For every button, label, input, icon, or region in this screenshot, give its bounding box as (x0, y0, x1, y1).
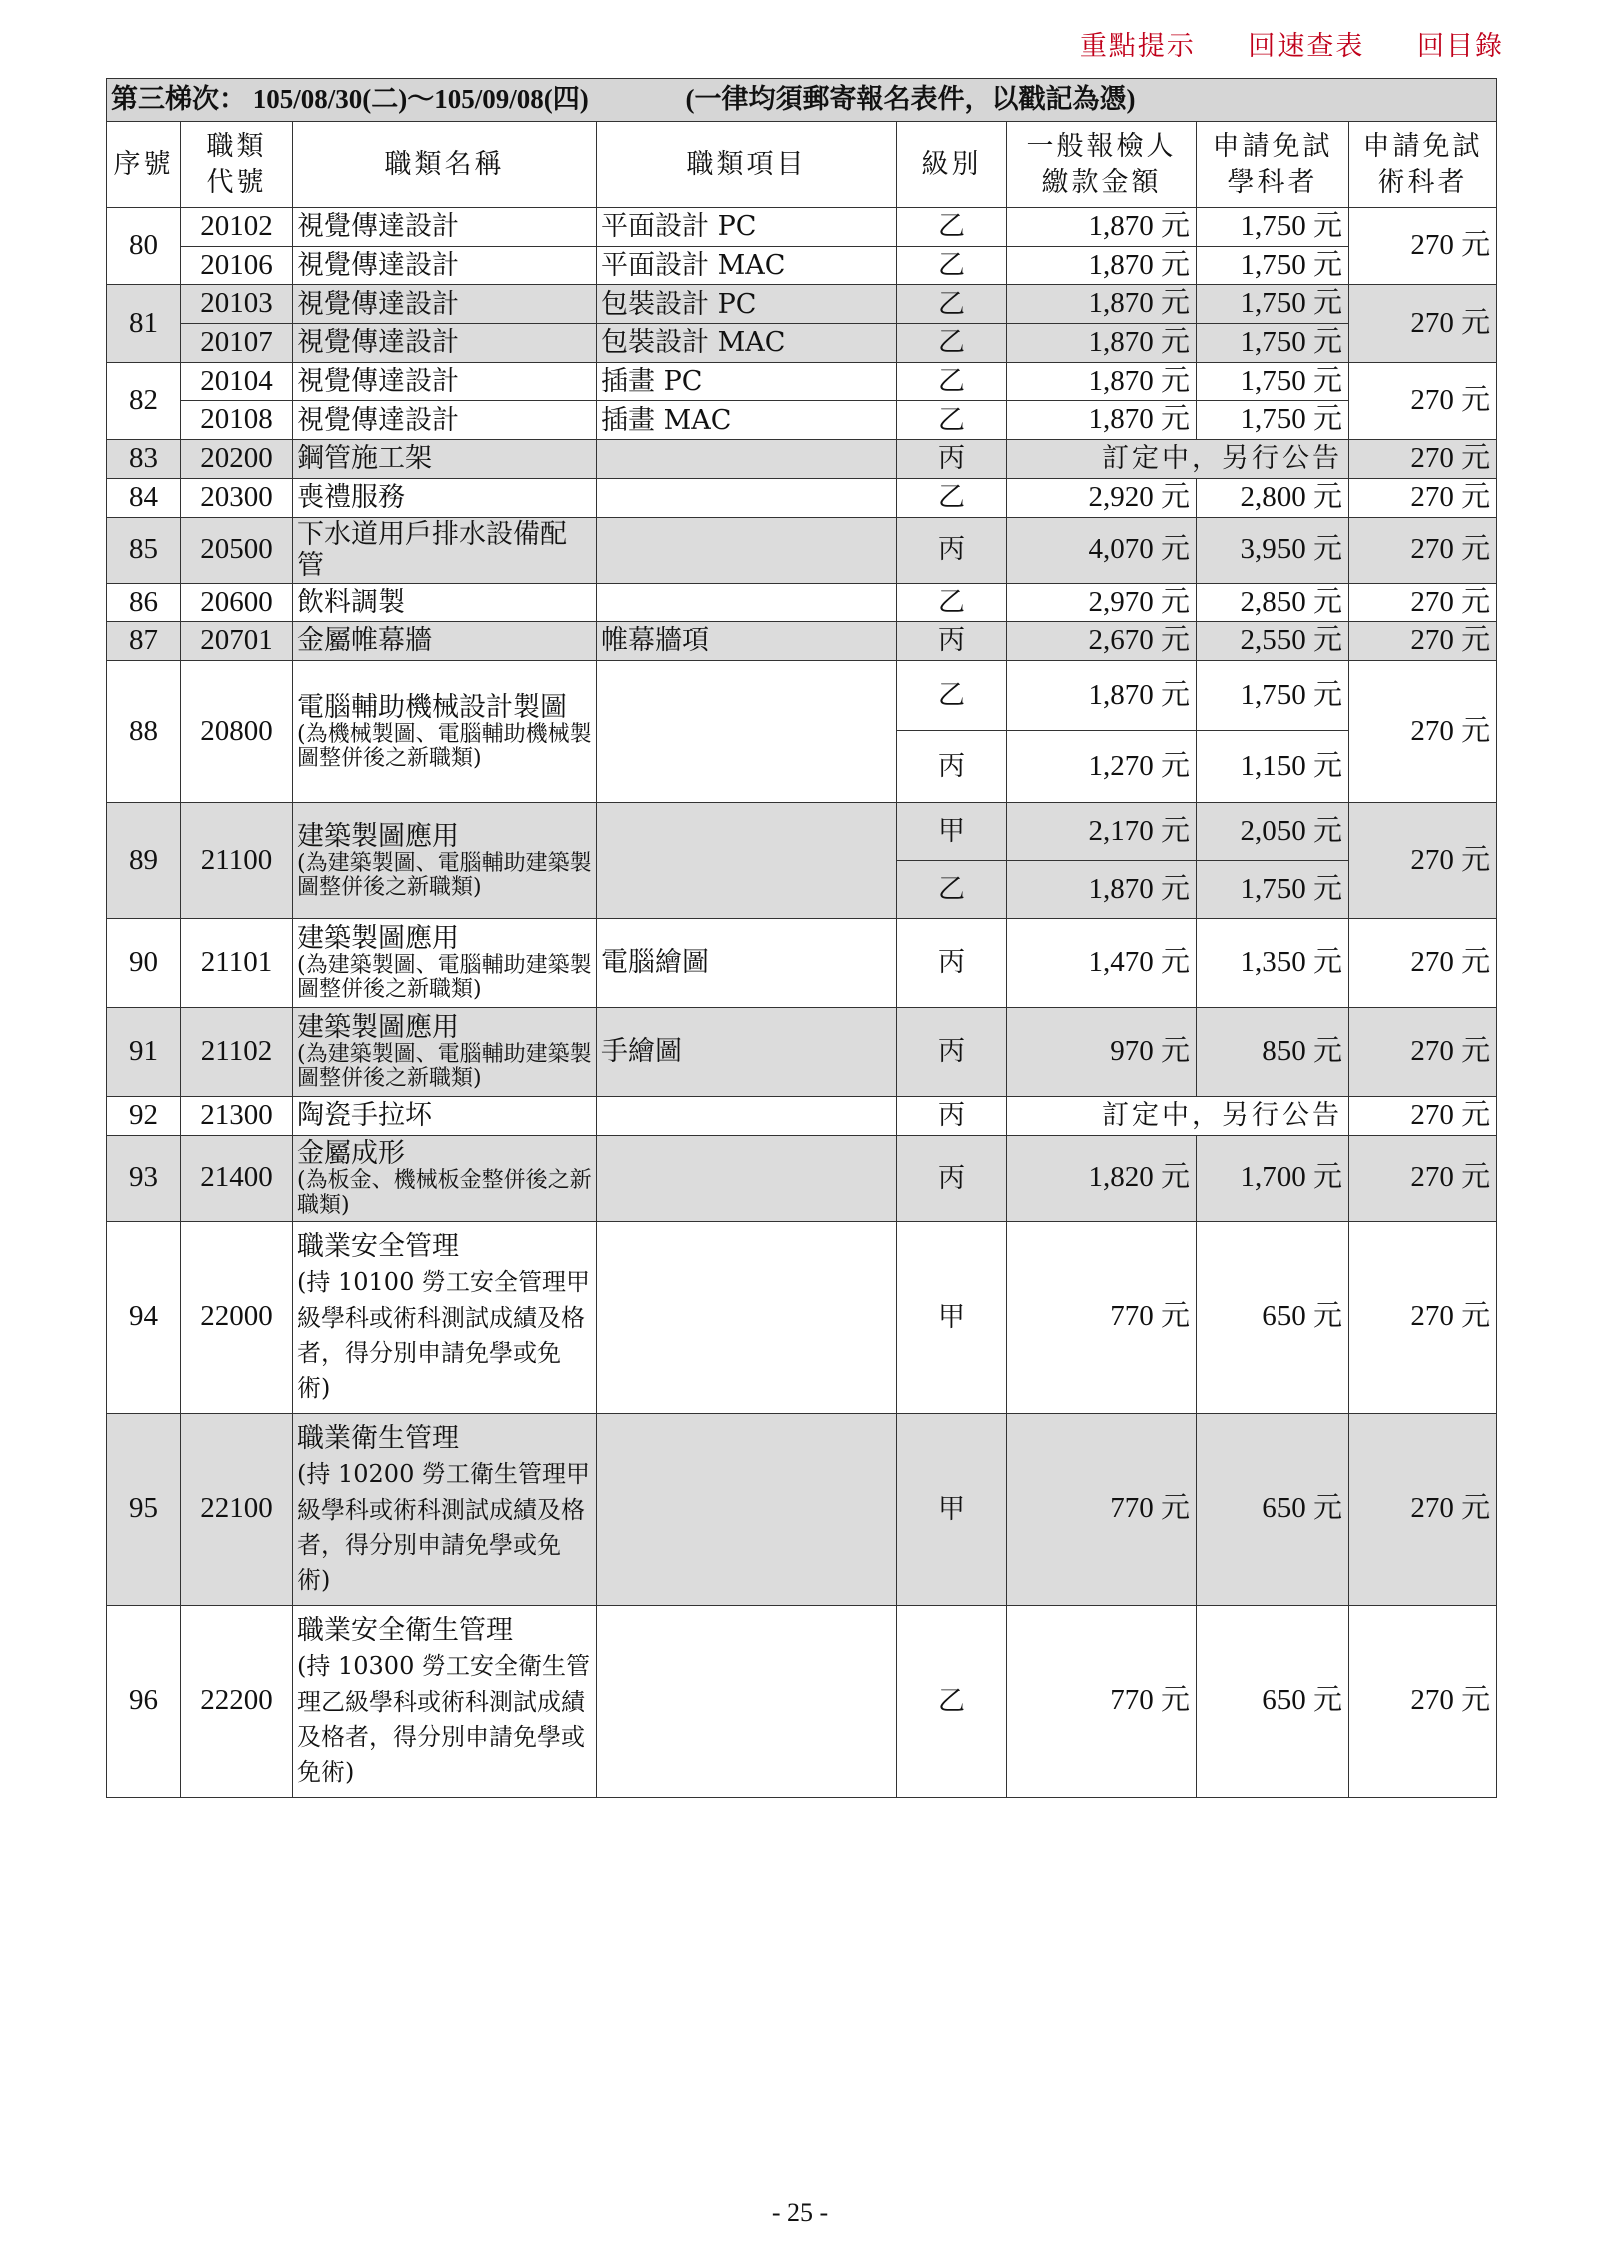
item-cell (597, 1413, 897, 1605)
level-cell: 丙 (897, 1135, 1007, 1221)
level-cell: 乙 (897, 362, 1007, 401)
level-cell: 乙 (897, 401, 1007, 440)
practical-cell: 270 元 (1349, 1007, 1497, 1096)
name-cell: 喪禮服務 (293, 478, 597, 517)
name-cell (293, 1135, 597, 1221)
batch-note: (一律均須郵寄報名表件，以戳記為憑) (685, 84, 1136, 115)
table-row (107, 246, 1497, 285)
item-cell: 電腦繪圖 (597, 918, 897, 1007)
header-name: 職類名稱 (293, 122, 597, 208)
level-cell: 丙 (897, 517, 1007, 583)
top-nav (1038, 24, 1504, 63)
practical-cell: 270 元 (1349, 622, 1497, 661)
code-cell: 21300 (181, 1096, 293, 1135)
code-cell: 20701 (181, 622, 293, 661)
fee-cell: 770 元 (1007, 1221, 1197, 1413)
seq-cell: 83 (107, 440, 181, 479)
table-row (107, 1221, 1497, 1413)
item-cell: 平面設計 PC (597, 208, 897, 247)
item-cell (597, 478, 897, 517)
table-row (107, 802, 1497, 860)
code-cell: 21101 (181, 918, 293, 1007)
code-cell: 22200 (181, 1605, 293, 1797)
occupation-name: 建築製圖應用 (297, 923, 459, 955)
header-level: 級別 (897, 122, 1007, 208)
level-cell: 乙 (897, 324, 1007, 363)
seq-cell: 85 (107, 517, 181, 583)
table-row (107, 583, 1497, 622)
table-row (107, 285, 1497, 324)
practical-cell: 270 元 (1349, 918, 1497, 1007)
item-cell (597, 1135, 897, 1221)
occupation-note: (持 10300 勞工安全衛生管理乙級學科或術科測試成績及格者，得分別申請免學或免術) (297, 1652, 590, 1786)
occupation-note: (為板金、機械板金整併後之新職類) (297, 1168, 592, 1218)
fee-cell: 770 元 (1007, 1605, 1197, 1797)
level-cell: 乙 (897, 285, 1007, 324)
code-cell: 20800 (181, 660, 293, 802)
fee-cell: 2,170 元 (1007, 802, 1197, 860)
fee-cell: 2,670 元 (1007, 622, 1197, 661)
page-number: - 25 - (771, 2198, 829, 2227)
item-cell (597, 802, 897, 918)
fee-cell: 970 元 (1007, 1007, 1197, 1096)
level-cell: 乙 (897, 246, 1007, 285)
occupation-note: (為建築製圖、電腦輔助建築製圖整併後之新職類) (297, 953, 592, 1003)
item-cell (597, 440, 897, 479)
table-row (107, 918, 1497, 1007)
code-cell: 20500 (181, 517, 293, 583)
name-cell (293, 1007, 597, 1096)
pending-cell: 訂定中，另行公告 (1007, 440, 1349, 479)
seq-cell: 80 (107, 208, 181, 285)
occupation-name: 職業衛生管理 (297, 1423, 459, 1455)
fee-cell: 1,820 元 (1007, 1135, 1197, 1221)
table-row (107, 660, 1497, 730)
occupation-name: 建築製圖應用 (297, 1012, 459, 1044)
seq-cell: 92 (107, 1096, 181, 1135)
header-fee: 一般報檢人 繳款金額 (1007, 122, 1197, 208)
item-cell (597, 517, 897, 583)
fee-cell: 1,870 元 (1007, 660, 1197, 730)
level-cell: 丙 (897, 440, 1007, 479)
code-cell: 20200 (181, 440, 293, 479)
level-cell: 丙 (897, 1007, 1007, 1096)
fee-cell: 1,870 元 (1007, 208, 1197, 247)
code-cell: 22100 (181, 1413, 293, 1605)
written-cell: 1,750 元 (1197, 208, 1349, 247)
fee-cell: 2,920 元 (1007, 478, 1197, 517)
seq-cell: 88 (107, 660, 181, 802)
practical-cell: 270 元 (1349, 362, 1497, 439)
table-row (107, 1413, 1497, 1605)
code-cell: 20104 (181, 362, 293, 401)
code-cell: 20107 (181, 324, 293, 363)
code-cell: 21400 (181, 1135, 293, 1221)
occupation-note: (為建築製圖、電腦輔助建築製圖整併後之新職類) (297, 850, 592, 900)
written-cell: 2,550 元 (1197, 622, 1349, 661)
written-cell: 650 元 (1197, 1221, 1349, 1413)
fee-cell: 1,470 元 (1007, 918, 1197, 1007)
level-cell: 乙 (897, 660, 1007, 730)
fee-table (106, 78, 1497, 1798)
seq-cell: 91 (107, 1007, 181, 1096)
level-cell: 乙 (897, 478, 1007, 517)
written-cell: 3,950 元 (1197, 517, 1349, 583)
table-row (107, 324, 1497, 363)
name-cell: 陶瓷手拉坏 (293, 1096, 597, 1135)
occupation-name: 職業安全衛生管理 (297, 1615, 513, 1647)
item-cell: 插畫 PC (597, 362, 897, 401)
occupation-name: 職業安全管理 (297, 1231, 459, 1263)
code-cell: 20600 (181, 583, 293, 622)
table-row (107, 401, 1497, 440)
seq-cell: 87 (107, 622, 181, 661)
level-cell: 甲 (897, 802, 1007, 860)
header-exempt-practical: 申請免試 術科者 (1349, 122, 1497, 208)
pending-cell: 訂定中，另行公告 (1007, 1096, 1349, 1135)
fee-cell: 1,870 元 (1007, 401, 1197, 440)
name-cell (293, 1221, 597, 1413)
fee-cell: 1,870 元 (1007, 246, 1197, 285)
fee-cell: 4,070 元 (1007, 517, 1197, 583)
key-points-link[interactable]: 重點提示 (1079, 31, 1196, 62)
written-cell: 2,050 元 (1197, 802, 1349, 860)
written-cell: 1,750 元 (1197, 660, 1349, 730)
written-cell: 650 元 (1197, 1413, 1349, 1605)
item-cell: 帷幕牆項 (597, 622, 897, 661)
name-cell: 視覺傳達設計 (293, 401, 597, 440)
practical-cell: 270 元 (1349, 1221, 1497, 1413)
item-cell (597, 1221, 897, 1413)
name-cell: 鋼管施工架 (293, 440, 597, 479)
code-cell: 20300 (181, 478, 293, 517)
name-cell: 飲料調製 (293, 583, 597, 622)
name-cell: 視覺傳達設計 (293, 246, 597, 285)
written-cell: 650 元 (1197, 1605, 1349, 1797)
written-cell: 1,750 元 (1197, 324, 1349, 363)
name-cell (293, 1605, 597, 1797)
table-row (107, 440, 1497, 479)
occupation-name: 建築製圖應用 (297, 820, 459, 852)
seq-cell: 93 (107, 1135, 181, 1221)
practical-cell: 270 元 (1349, 1096, 1497, 1135)
item-cell: 包裝設計 MAC (597, 324, 897, 363)
table-row (107, 478, 1497, 517)
item-cell: 包裝設計 PC (597, 285, 897, 324)
written-cell: 850 元 (1197, 1007, 1349, 1096)
level-cell: 乙 (897, 1605, 1007, 1797)
written-cell: 1,750 元 (1197, 401, 1349, 440)
name-cell (293, 1413, 597, 1605)
seq-cell: 94 (107, 1221, 181, 1413)
occupation-note: (為建築製圖、電腦輔助建築製圖整併後之新職類) (297, 1042, 592, 1092)
level-cell: 乙 (897, 860, 1007, 918)
written-cell: 1,750 元 (1197, 362, 1349, 401)
written-cell: 1,750 元 (1197, 246, 1349, 285)
code-cell: 20108 (181, 401, 293, 440)
level-cell: 乙 (897, 208, 1007, 247)
practical-cell: 270 元 (1349, 583, 1497, 622)
item-cell (597, 1605, 897, 1797)
occupation-name: 金屬成形 (297, 1138, 405, 1170)
occupation-note: (持 10100 勞工安全管理甲級學科或術科測試成績及格者，得分別申請免學或免術) (297, 1268, 590, 1402)
level-cell: 甲 (897, 1221, 1007, 1413)
table-row (107, 517, 1497, 583)
practical-cell: 270 元 (1349, 285, 1497, 362)
practical-cell: 270 元 (1349, 1605, 1497, 1797)
level-cell: 丙 (897, 918, 1007, 1007)
level-cell: 丙 (897, 730, 1007, 802)
name-cell (293, 918, 597, 1007)
header-seq: 序號 (107, 122, 181, 208)
seq-cell: 86 (107, 583, 181, 622)
item-cell (597, 660, 897, 802)
name-cell: 視覺傳達設計 (293, 324, 597, 363)
toc-link[interactable]: 回目錄 (1417, 31, 1504, 62)
practical-cell: 270 元 (1349, 1135, 1497, 1221)
seq-cell: 84 (107, 478, 181, 517)
written-cell: 1,750 元 (1197, 285, 1349, 324)
level-cell: 丙 (897, 1096, 1007, 1135)
table-row (107, 1135, 1497, 1221)
code-cell: 20103 (181, 285, 293, 324)
level-cell: 丙 (897, 622, 1007, 661)
quick-table-link[interactable]: 回速查表 (1248, 31, 1365, 62)
seq-cell: 90 (107, 918, 181, 1007)
written-cell: 1,750 元 (1197, 860, 1349, 918)
fee-cell: 1,870 元 (1007, 324, 1197, 363)
batch-banner (107, 79, 1497, 122)
written-cell: 1,350 元 (1197, 918, 1349, 1007)
table-row (107, 208, 1497, 247)
occupation-note: (為機械製圖、電腦輔助機械製圖整併後之新職類) (297, 721, 592, 771)
header-item: 職類項目 (597, 122, 897, 208)
practical-cell: 270 元 (1349, 660, 1497, 802)
occupation-note: (持 10200 勞工衛生管理甲級學科或術科測試成績及格者，得分別申請免學或免術) (297, 1460, 590, 1594)
table-row (107, 1096, 1497, 1135)
seq-cell: 81 (107, 285, 181, 362)
practical-cell: 270 元 (1349, 802, 1497, 918)
practical-cell: 270 元 (1349, 517, 1497, 583)
name-cell: 視覺傳達設計 (293, 285, 597, 324)
fee-cell: 2,970 元 (1007, 583, 1197, 622)
table-row (107, 622, 1497, 661)
header-exempt-written: 申請免試 學科者 (1197, 122, 1349, 208)
seq-cell: 82 (107, 362, 181, 439)
name-cell: 金屬帷幕牆 (293, 622, 597, 661)
level-cell: 乙 (897, 583, 1007, 622)
fee-cell: 1,870 元 (1007, 362, 1197, 401)
written-cell: 1,150 元 (1197, 730, 1349, 802)
written-cell: 2,850 元 (1197, 583, 1349, 622)
seq-cell: 95 (107, 1413, 181, 1605)
item-cell: 平面設計 MAC (597, 246, 897, 285)
item-cell (597, 1096, 897, 1135)
name-cell: 視覺傳達設計 (293, 208, 597, 247)
item-cell (597, 583, 897, 622)
fee-cell: 1,870 元 (1007, 285, 1197, 324)
practical-cell: 270 元 (1349, 478, 1497, 517)
practical-cell: 270 元 (1349, 1413, 1497, 1605)
name-cell (293, 660, 597, 802)
fee-cell: 1,870 元 (1007, 860, 1197, 918)
name-cell: 下水道用戶排水設備配管 (293, 517, 597, 583)
header-code: 職類 代號 (181, 122, 293, 208)
occupation-name: 電腦輔助機械設計製圖 (297, 691, 567, 723)
code-cell: 21100 (181, 802, 293, 918)
code-cell: 20106 (181, 246, 293, 285)
fee-cell: 770 元 (1007, 1413, 1197, 1605)
batch-label: 第三梯次： (111, 84, 246, 115)
written-cell: 1,700 元 (1197, 1135, 1349, 1221)
name-cell (293, 802, 597, 918)
level-cell: 甲 (897, 1413, 1007, 1605)
code-cell: 20102 (181, 208, 293, 247)
seq-cell: 96 (107, 1605, 181, 1797)
written-cell: 2,800 元 (1197, 478, 1349, 517)
practical-cell: 270 元 (1349, 440, 1497, 479)
item-cell: 手繪圖 (597, 1007, 897, 1096)
header-row (107, 122, 1497, 208)
name-cell: 視覺傳達設計 (293, 362, 597, 401)
code-cell: 21102 (181, 1007, 293, 1096)
code-cell: 22000 (181, 1221, 293, 1413)
seq-cell: 89 (107, 802, 181, 918)
table-row (107, 1007, 1497, 1096)
batch-dates: 105/08/30(二)～105/09/08(四) (252, 84, 589, 115)
item-cell: 插畫 MAC (597, 401, 897, 440)
table-row (107, 362, 1497, 401)
fee-cell: 1,270 元 (1007, 730, 1197, 802)
table-row (107, 1605, 1497, 1797)
practical-cell: 270 元 (1349, 208, 1497, 285)
